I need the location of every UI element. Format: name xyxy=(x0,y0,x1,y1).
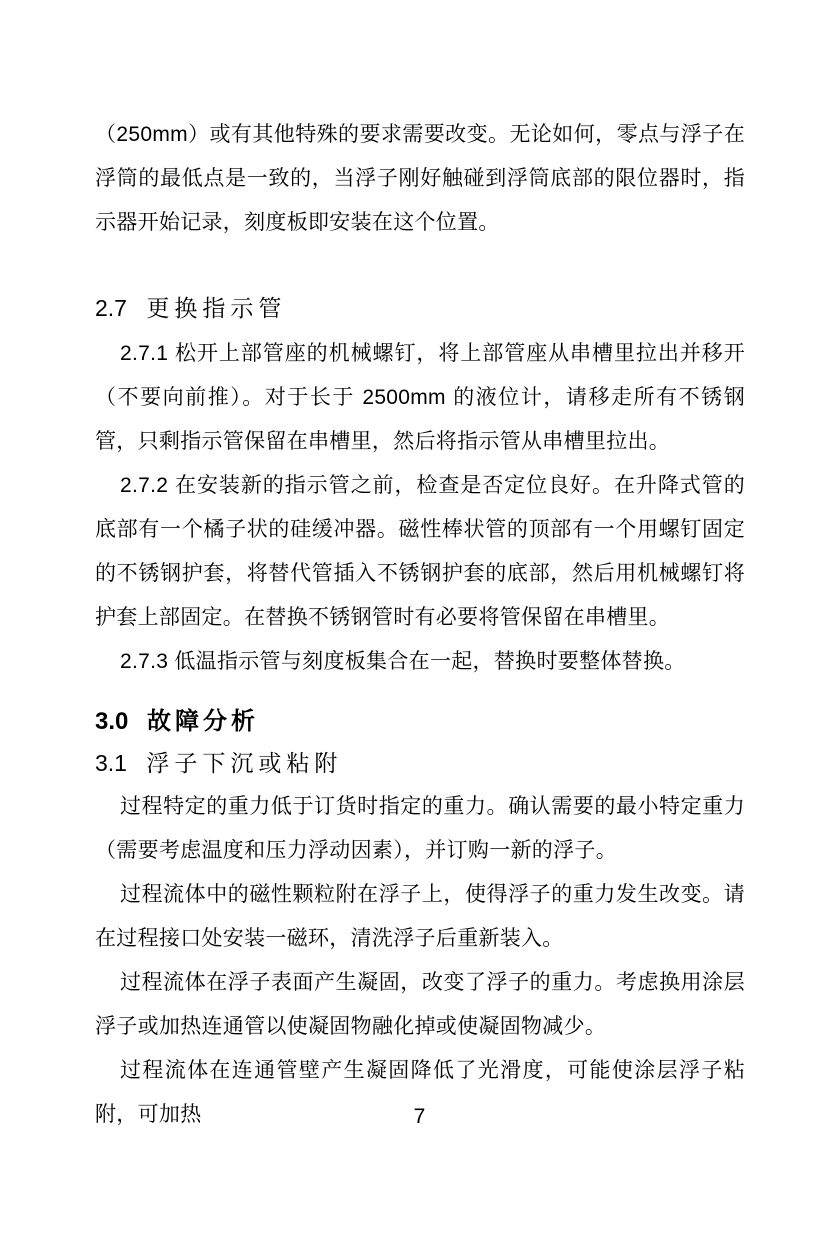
intro-paragraph: （250mm）或有其他特殊的要求需要改变。无论如何，零点与浮子在浮筒的最低点是一致的，当浮子刚好触碰到浮筒底部的限位器时，指示器开始记录，刻度板即安装在这个位置。 xyxy=(95,123,745,234)
section-3-1-number: 3.1 xyxy=(95,750,127,776)
section-3-1-title: 浮子下沉或粘附 xyxy=(146,750,343,776)
section-heading-2-7 xyxy=(95,291,745,325)
chapter-heading-3-0 xyxy=(95,704,745,740)
paragraph-3-1-b: 过程流体中的磁性颗粒附在浮子上，使得浮子的重力发生改变。请在过程接口处安装一磁环，清洗浮子后重新装入。 xyxy=(95,883,745,950)
paragraph-3-1-a: 过程特定的重力低于订货时指定的重力。确认需要的最小特定重力（需要考虑温度和压力浮动因素），并订购一新的浮子。 xyxy=(95,795,745,862)
paragraph-2-7-1: 2.7.1 松开上部管座的机械螺钉，将上部管座从串槽里拉出并移开（不要向前推）。对于长于 2500mm 的液位计，请移走所有不锈钢管，只剩指示管保留在串槽里，然后将指示管从串槽里拉出。 xyxy=(95,342,745,453)
chapter-3-0-title: 故障分析 xyxy=(147,708,260,735)
section-heading-3-1 xyxy=(95,746,745,780)
section-2-7-title: 更换指示管 xyxy=(146,295,287,321)
section-2-7-number: 2.7 xyxy=(95,295,127,321)
chapter-3-0-number: 3.0 xyxy=(95,708,129,735)
page-number: 7 xyxy=(413,1105,426,1128)
paragraph-2-7-2: 2.7.2 在安装新的指示管之前，检查是否定位良好。在升降式管的底部有一个橘子状的硅缓冲器。磁性棒状管的顶部有一个用螺钉固定的不锈钢护套，将替代管插入不锈钢护套的底部，然后用机械螺钉将护套上部固定。在替换不锈钢管时有必要将管保留在串槽里。 xyxy=(95,474,745,629)
paragraph-3-1-d: 过程流体在连通管壁产生凝固降低了光滑度，可能使涂层浮子粘附，可加热 xyxy=(95,1059,745,1126)
paragraph-3-1-c: 过程流体在浮子表面产生凝固，改变了浮子的重力。考虑换用涂层浮子或加热连通管以使凝固物融化掉或使凝固物减少。 xyxy=(95,971,745,1038)
page-content xyxy=(95,113,745,1137)
paragraph-2-7-3: 2.7.3 低温指示管与刻度板集合在一起，替换时要整体替换。 xyxy=(120,650,686,673)
